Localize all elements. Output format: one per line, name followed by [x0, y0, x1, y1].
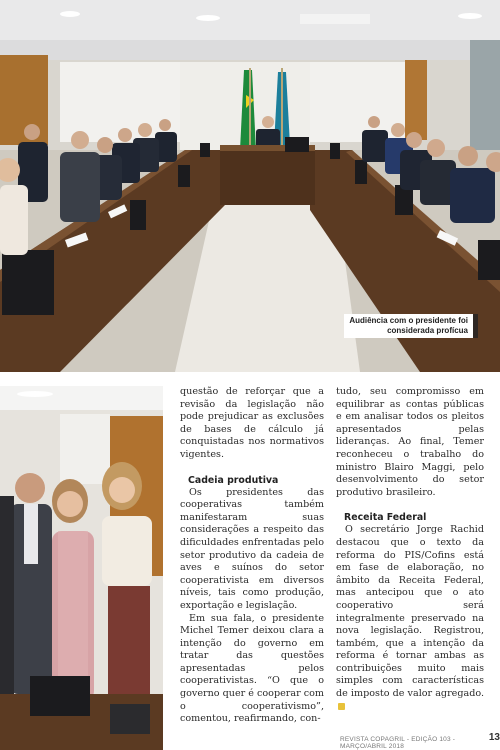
paragraph: questão de reforçar que a revisão da legislação não pode prejudicar as exclusões de bases de cálculo já conquistadas nos normativos vigentes.: [180, 386, 324, 460]
paragraph-text: O secretário Jorge Rachid destacou que o texto da reforma do PIS/Cofins está em fase de elaboração, no âmbito da Receita Federal, mas antecipou que o ato cooperativo será integralmente preservado na nova legislação. Registrou, também, que a intenção da reforma é tornar ambas as contribuições muito mais simples com características de imposto de valor agregado.: [336, 524, 484, 700]
article-column-1: [180, 386, 324, 726]
page-number: 13: [488, 732, 500, 743]
section-heading: Cadeia produtiva: [188, 474, 279, 486]
photo-caption: Audiência com o presidente foi considerada profícua: [344, 314, 478, 338]
paragraph: Os presidentes das cooperativas também manifestaram suas considerações a respeito das dificuldades enfrentadas pelo setor produtivo da cadeia de aves e suínos do setor cooperativista em diversos níveis, tais como produção, exportação e legislação.: [180, 486, 324, 611]
end-mark-icon: [338, 703, 345, 710]
paragraph: [336, 524, 484, 713]
paragraph: tudo, seu compromisso em equilibrar as contas públicas e em analisar todos os pleitos apresentados pelas lideranças. Ao final, Temer reconheceu o trabalho do ministro Blairo Maggi, pelo desenvolvimento do setor produtivo brasileiro.: [336, 386, 484, 498]
group-photo: [0, 386, 163, 750]
section-heading: Receita Federal: [344, 512, 427, 524]
article-column-2: [336, 386, 484, 713]
paragraph: Em sua fala, o presidente Michel Temer deixou clara a intenção do governo em tratar das questões apresentadas pelos cooperativistas. “O que o governo quer é cooperar com o cooperativismo”, comentou, reafirmando, con-: [180, 612, 324, 725]
footer-magazine: REVISTA COPAGRIL - EDIÇÃO 103 - MARÇO/ABRIL 2018: [340, 736, 456, 750]
